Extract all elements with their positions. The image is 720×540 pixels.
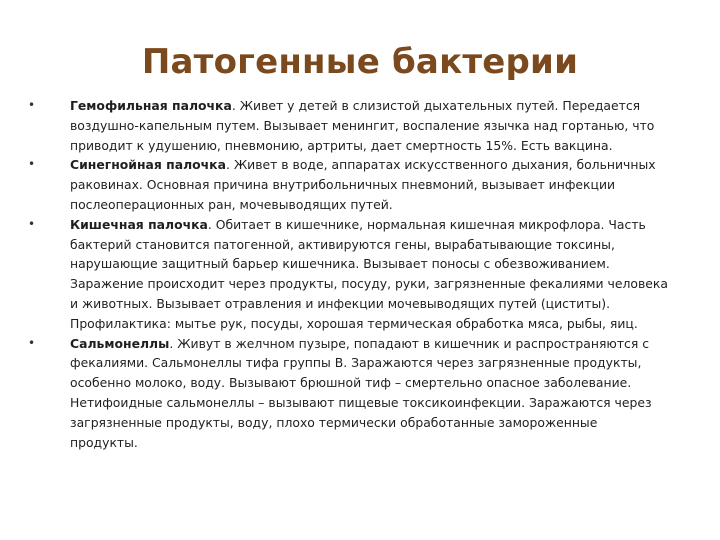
item-text: . Обитает в кишечнике, нормальная кишечная микрофлора. Часть бактерий становится патогенной, активируются гены, вырабатывающие токсины, нарушающие защитный барьер кишечника. Вызывает поносы с обезвоживанием. Заражение происходит через продукты, посуду, руки, загрязненные фекалиями человека и животных. Вызывает отравления и инфекции мочевыводящих путей (циститы). Профилактика: мытье рук, посуды, хорошая термическая обработка мяса, рыбы, яиц. xyxy=(70,216,668,331)
item-term: Синегнойная палочка xyxy=(70,157,226,173)
item-term: Гемофильная палочка xyxy=(70,98,232,113)
item-term: Кишечная палочка xyxy=(70,216,208,232)
bullet-list xyxy=(28,96,668,452)
bullet-icon: • xyxy=(28,157,36,172)
bullet-icon: • xyxy=(28,216,36,231)
item-text: . Живут в желчном пузыре, попадают в кишечник и распространяются с фекалиями. Сальмонеллы тифа группы В. Заражаются через загрязненные продукты, особенно молоко, воду. Вызывают брюшной тиф – смертельно опасное заболевание. Нетифоидные сальмонеллы – вызывают пищевые токсикоинфекции. Заражаются через загрязненные продукты, воду, плохо термически обработанные замороженные продукты. xyxy=(70,335,652,450)
bullet-icon: • xyxy=(28,98,36,112)
slide-title: Патогенные бактерии xyxy=(141,42,579,82)
item-text: . Живет в воде, аппаратах искусственного дыхания, больничных раковинах. Основная причина внутрибольничных пневмоний, вызывает инфекции послеоперационных ран, мочевыводящих путей. xyxy=(70,157,656,212)
list-item xyxy=(28,215,668,334)
bullet-icon: • xyxy=(28,335,36,350)
list-item xyxy=(28,96,668,155)
list-item xyxy=(28,334,668,453)
list-item xyxy=(28,155,668,214)
item-term: Сальмонеллы xyxy=(70,335,170,351)
item-text: . Живет у детей в слизистой дыхательных путей. Передается воздушно-капельным путем. Вызывает менингит, воспаление язычка над гортанью, что приводит к удушению, пневмонию, артриты, дает смертность 15%. Есть вакцина. xyxy=(70,98,655,153)
